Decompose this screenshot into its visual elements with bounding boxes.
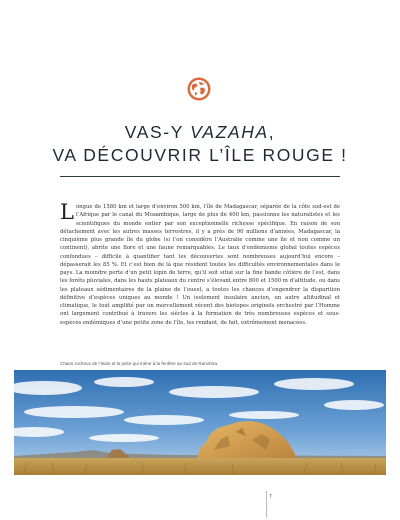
footer-divider [266,491,267,518]
globe-icon [187,77,211,101]
page-number: 7 [269,494,272,500]
title-divider [60,176,340,177]
title-line-1: VAS-Y VAZAHA, [124,122,276,142]
title-emphasis: VAZAHA [190,122,269,142]
drop-cap: L [60,200,74,224]
page-title [40,121,360,167]
landscape-photo [14,370,386,475]
photo-caption: Chaos rocheux de l’Isalo et la piste qui mène à la fenêtre au sud de Ranohira. [60,361,219,366]
title-line-2: VA DÉCOUVRIR L’ÎLE ROUGE ! [52,145,348,165]
article-body [60,200,340,327]
article-text: ongue de 1580 km et large d’environ 500 km, l’île de Madagascar, séparée de la côte sud-est de l’Afrique par le canal du Mozambique, large de plus de 400 km, passionne les naturalistes et les scientifiques du monde entier par son exceptionnelle richesse spécifique. En raison de son détachement avec les autres masses terrestres, il y a près de 90 millions d’années, Madagascar, la cinquième plus grande île du globe (si l’on considère l’Australie comme une île et non comme un continent), abrite une flore et une faune remarquables. Le taux d’endémisme global toutes espèces confondues – difficile à quantifier tant les découvertes sont nombreuses aujourd’hui encore – dépasserait les 85 %. Et c’est bien de là que résident toutes les difficultés environnementales dans le pays. La moindre perte d’un petit lopin de terre, qu’il soit situé sur la fine bande côtière de l’est, dans les forêts pluviales, dans les hauts plateaux du centre s’élevant entre 800 et 1500 m d’altitude, ou dans les plateaux sédimentaires de la plaine de l’ouest, a toutes les chances d’engendrer la disparition définitive d’espèces uniques au monde ! Un isolement insulaire ancien, un autre altitudinal et climatique, le tout amplifié par un morcellement récent des biotopes originels orchestré par l’Homme ont largement contribué à travers les siècles à la formation de très nombreuses espèces et sous-espèces endémiques d’une petite zone de l’île, les rendant, de fait, extrêmement menacées. [60,204,340,326]
article-paragraph [60,200,340,327]
